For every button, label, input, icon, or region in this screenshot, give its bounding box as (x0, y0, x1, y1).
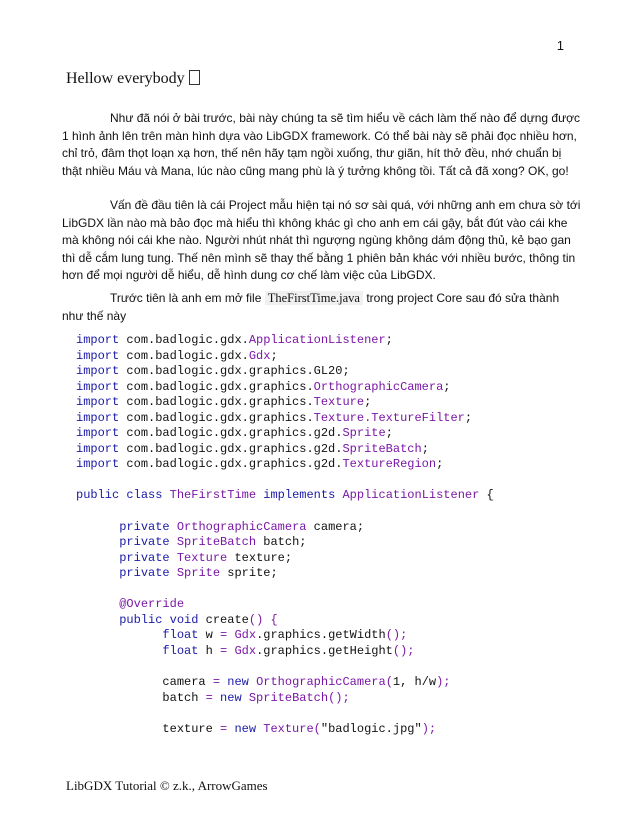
project-paragraph: Vấn đề đầu tiên là cái Project mẫu hiện tại nó sơ sài quá, với những anh em chưa sờ tới LibGDX lần nào mà bảo đọc mà hiểu thì không khác gì cho anh em cái gậy, bắt đút vào cái khe mà không nói cái khe nào. Người nhút nhát thì ngượng ngùng không dám động thủ, kẻ bạo gan thì dễ cắm lung tung. Thế nên mình sẽ thay thế bằng 1 phiên bản khác với nhiều bước, thông tin hơn để mọi người dễ hiểu, dễ hình dung cơ chế làm việc của LibGDX. (62, 198, 581, 283)
import-line: import com.badlogic.gdx.graphics.OrthographicCamera; (76, 379, 451, 394)
instruction-paragraph (62, 290, 582, 325)
import-line: import com.badlogic.gdx.graphics.g2d.SpriteBatch; (76, 441, 429, 456)
import-line: import com.badlogic.gdx.ApplicationListener; (76, 333, 393, 347)
page-number: 1 (556, 38, 564, 53)
height-line: float h = Gdx.graphics.getHeight(); (162, 643, 415, 658)
field-line: private OrthographicCamera camera; (119, 519, 365, 534)
camera-line: camera = new OrthographicCamera(1, h/w); (162, 675, 451, 690)
code-block (76, 333, 596, 737)
missing-glyph-icon (189, 70, 200, 85)
method-declaration: public void create() { (119, 612, 278, 627)
heading-text: Hellow everybody (66, 70, 185, 87)
import-line: import com.badlogic.gdx.graphics.Texture.TextureFilter; (76, 410, 473, 425)
import-line: import com.badlogic.gdx.graphics.Texture; (76, 395, 372, 410)
instruction-after: trong project Core sau đó sửa thành như thế này (62, 291, 560, 323)
page-footer: LibGDX Tutorial © z.k., ArrowGames (66, 778, 268, 793)
intro-paragraph: Như đã nói ở bài trước, bài này chúng ta sẽ tìm hiểu về cách làm thế nào để dựng được 1 hình ảnh lên trên màn hình dựa vào LibGDX framework. Có thể bài này sẽ phải đọc nhiều hơn, chỉ trỏ, đâm thọt loạn xạ hơn, thế nên hãy tạm ngồi xuống, thư giãn, hít thở đều, nhớ chuẩn bị thật nhiều Máu và Mana, lúc nào cũng mang phù là ý tưởng không tồi. Tất cả đã xong? OK, go! (62, 111, 580, 178)
field-line: private Texture texture; (119, 550, 293, 565)
import-line: import com.badlogic.gdx.Gdx; (76, 348, 278, 363)
batch-line: batch = new SpriteBatch(); (162, 690, 350, 705)
field-line: private SpriteBatch batch; (119, 535, 307, 550)
interface-name: ApplicationListener (342, 488, 480, 503)
import-line: import com.badlogic.gdx.graphics.GL20; (76, 364, 350, 379)
field-line: private Sprite sprite; (119, 566, 278, 581)
texture-line: texture = new Texture("badlogic.jpg"); (162, 721, 437, 736)
class-name: TheFirstTime (169, 488, 257, 503)
greeting-heading (66, 70, 200, 88)
import-line: import com.badlogic.gdx.graphics.g2d.Sprite; (76, 426, 393, 441)
override-annotation: @Override (119, 597, 185, 612)
method-name: create (205, 612, 249, 627)
instruction-before: Trước tiên là anh em mở file (110, 291, 262, 305)
class-declaration: public class TheFirstTime implements ApplicationListener { (76, 488, 494, 503)
import-keyword: import (76, 333, 120, 347)
width-line: float w = Gdx.graphics.getWidth(); (162, 628, 408, 643)
import-line: import com.badlogic.gdx.graphics.g2d.TextureRegion; (76, 457, 444, 472)
filename-tag: TheFirstTime.java (265, 291, 363, 305)
